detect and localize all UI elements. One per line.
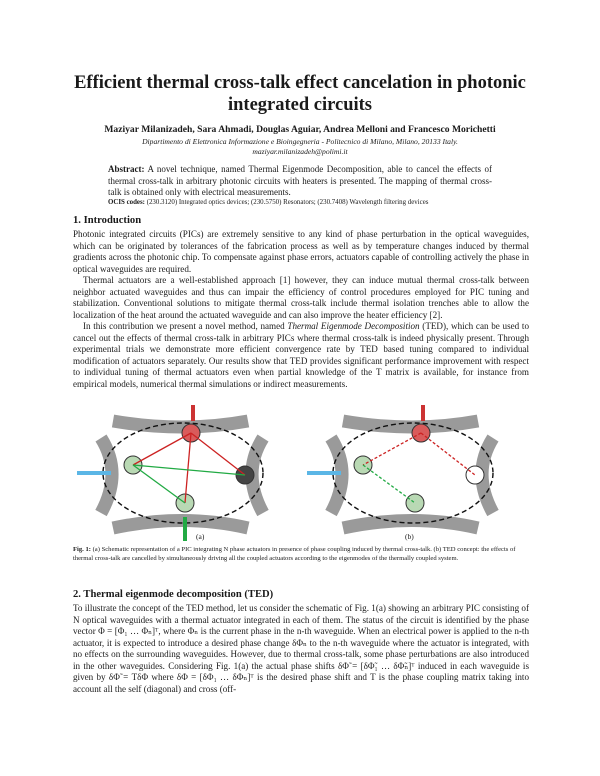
author-list: Maziyar Milanizadeh, Sara Ahmadi, Douglas Aguiar, Andrea Melloni and Francesco Morichetti — [104, 124, 496, 135]
ocis-text: (230.3120) Integrated optics devices; (230.5750) Resonators; (230.7408) Wavelength filtering devices — [146, 199, 429, 206]
section-1-paragraph-2: Thermal actuators are a well-established approach [1] however, they can induce mutual thermal cross-talk between neighbor actuated waveguides and thus can impair the efficiency of control procedures employed for PIC tuning and stabilization. Conventional solutions to mitigate thermal cross-talk include thermal isolation trenches able to allow the localization of the heat around the actuated waveguide and can also improve the heater efficiency [2]. — [73, 275, 529, 320]
caption-label: Fig. 1: — [73, 546, 91, 553]
figure-1a-schematic — [77, 405, 263, 541]
section-2-body — [73, 603, 529, 695]
s1p3-post: (TED), which can be used to cancel out the effects of thermal cross-talk in arbitrary PICs where thermal cross-talk is indeed physically present. Through experimental trials we demonstrate more efficient convergence rate by TED based tuning compared to individual modification of actuators separately. Our results show that TED provides significant performance improvement with respect to individual tuning of thermal actuators even when partial knowledge of the T matrix is available, for instance from empirical models, numerical thermal simulations or indirect measurements. — [73, 321, 529, 389]
paper-title: Efficient thermal cross-talk effect cancelation in photonic integrated circuits — [74, 73, 526, 115]
abstract-text: A novel technique, named Thermal Eigenmode Decomposition, able to cancel the effects of thermal cross-talk in arbitrary photonic circuits with heaters is presented. The mapping of thermal cross-talk is obtained only with electrical measurements. — [108, 164, 492, 197]
section-1-paragraph-1: Photonic integrated circuits (PICs) are extremely sensitive to any kind of phase perturbation in the optical waveguides, which can be originated by tolerances of the fabrication process as well as by temperature changes induced by thermal gradients across the photonic chip. To compensate against phase errors, actuators capable of controlling actively the phase in optical waveguides are required. — [73, 229, 529, 274]
abstract — [108, 164, 492, 199]
figure-1 — [73, 403, 529, 543]
section-2-heading: 2. Thermal eigenmode decomposition (TED) — [73, 589, 274, 600]
ocis-label: OCIS codes: — [108, 199, 145, 206]
abstract-label: Abstract: — [108, 164, 145, 174]
affiliation: Dipartimento di Elettronica Informazione e Bioingegneria - Politecnico di Milano, Milano, 20133 Italy. — [142, 137, 458, 146]
figure-1-caption — [73, 546, 529, 563]
affiliation-block — [40, 137, 560, 157]
figure-1b-label: (b) — [405, 532, 414, 541]
ocis-codes — [108, 198, 518, 207]
figure-1b-schematic — [307, 405, 493, 528]
section-1-body — [73, 229, 529, 390]
figure-1a-label: (a) — [196, 532, 205, 541]
caption-text: (a) Schematic representation of a PIC integrating N phase actuators in presence of phase coupling induced by thermal cross-talk. (b) TED concept: the effects of thermal cross-talk are cancelled by simultaneously driving all the coupled actuators according to the eigenmodes of the thermally coupled system. — [73, 546, 516, 562]
s1p3-pre: In this contribution we present a novel method, named — [83, 321, 288, 331]
section-1-heading: 1. Introduction — [73, 215, 142, 226]
section-1-paragraph-3 — [73, 321, 529, 390]
email[interactable]: maziyar.milanizadeh@polimi.it — [252, 147, 348, 156]
ted-term: Thermal Eigenmode Decomposition — [287, 321, 420, 331]
section-2-paragraph-1: To illustrate the concept of the TED method, let us consider the schematic of Fig. 1(a) showing an arbitrary PIC consisting of N optical waveguides with a thermal actuator integrated in each of them. The status of the circuit is identified by the phase vector Φ = [Φ₁ … Φₙ]ᵀ, where Φₙ is the current phase in the n-th waveguide. When an electrical power is applied to the n-th actuator, it is expected to introduce a desired phase change δΦₙ to the n-th waveguide where the actuator is integrated, with no effects on the surrounding waveguides. However, due to thermal cross-talk, some phase perturbations are also introduced in the other waveguides. Considering Fig. 1(a) the actual phase shifts δΦ̃ = [δΦ̃₁ … δΦ̃ₙ]ᵀ induced in each waveguide is given by δΦ̃ = TδΦ where δΦ = [δΦ₁ … δΦₙ]ᵀ is the desired phase shift and T is the phase coupling matrix taking into account all the self (diagonal) and cross (off- — [73, 603, 529, 694]
